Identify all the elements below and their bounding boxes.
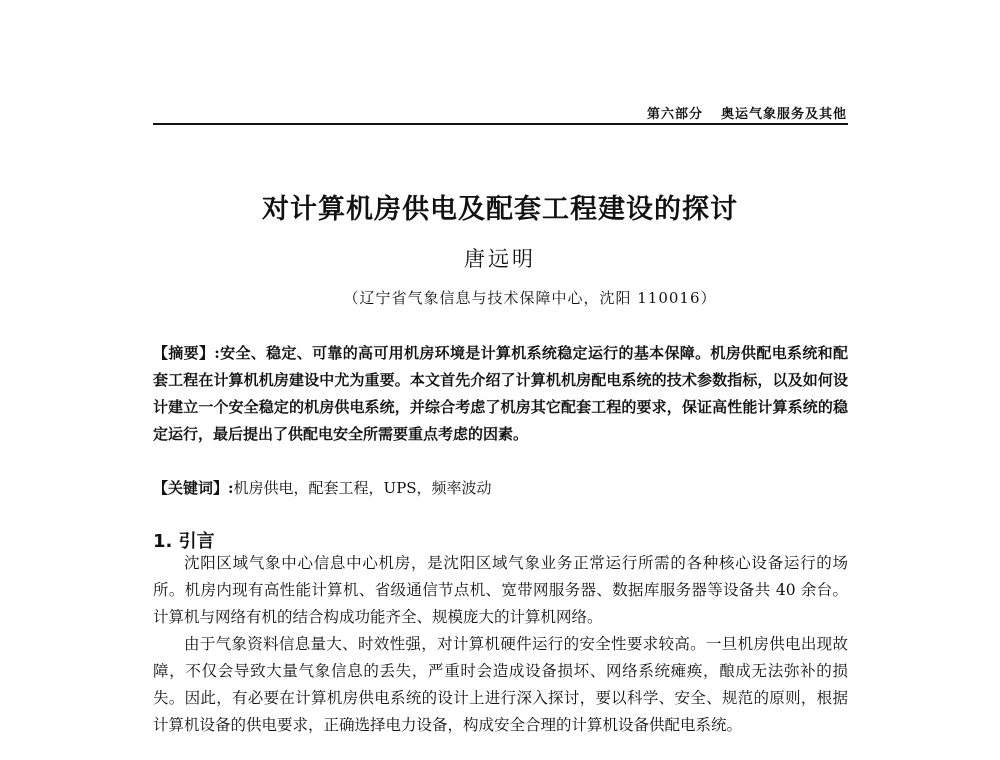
running-header-part: 第六部分 bbox=[646, 107, 703, 122]
paper-title: 对计算机房供电及配套工程建设的探讨 bbox=[262, 194, 738, 225]
paragraph: 沈阳区域气象中心信息中心机房，是沈阳区域气象业务正常运行所需的各种核心设备运行的场所。机房内现有高性能计算机、省级通信节点机、宽带网服务器、数据库服务器等设备共 40 余台。计算机与网络有机的结合构成功能齐全、规模庞大的计算机网络。 bbox=[153, 554, 848, 626]
abstract-label: 【摘要】: bbox=[153, 344, 220, 362]
keywords bbox=[153, 475, 848, 502]
abstract bbox=[153, 340, 848, 448]
paper-affiliation: （辽宁省气象信息与技术保障中心，沈阳 110016） bbox=[343, 289, 717, 307]
keywords-label: 【关键词】: bbox=[153, 479, 234, 497]
paragraph: 由于气象资料信息量大、时效性强，对计算机硬件运行的安全性要求较高。一旦机房供电出现故障，不仅会导致大量气象信息的丢失，严重时会造成设备损坏、网络系统瘫痪，酿成无法弥补的损失。因此，有必要在计算机房供电系统的设计上进行深入探讨，要以科学、安全、规范的原则，根据计算机设备的供电要求，正确选择电力设备，构成安全合理的计算机设备供配电系统。 bbox=[153, 635, 848, 734]
running-header-section: 奥运气象服务及其他 bbox=[720, 107, 847, 122]
header-rule bbox=[153, 123, 848, 125]
running-header bbox=[647, 103, 847, 122]
section-heading-introduction: 1. 引言 bbox=[153, 531, 215, 552]
abstract-text: 安全、稳定、可靠的高可用机房环境是计算机系统稳定运行的基本保障。机房供配电系统和配套工程在计算机机房建设中尤为重要。本文首先介绍了计算机机房配电系统的技术参数指标，以及如何设计建立一个安全稳定的机房供电系统，并综合考虑了机房其它配套工程的要求，保证高性能计算系统的稳定运行，最后提出了供配电安全所需要重点考虑的因素。 bbox=[153, 344, 848, 443]
paper-author: 唐远明 bbox=[464, 247, 536, 271]
keywords-text: 机房供电，配套工程，UPS，频率波动 bbox=[233, 479, 492, 497]
section-body-introduction bbox=[153, 550, 848, 739]
